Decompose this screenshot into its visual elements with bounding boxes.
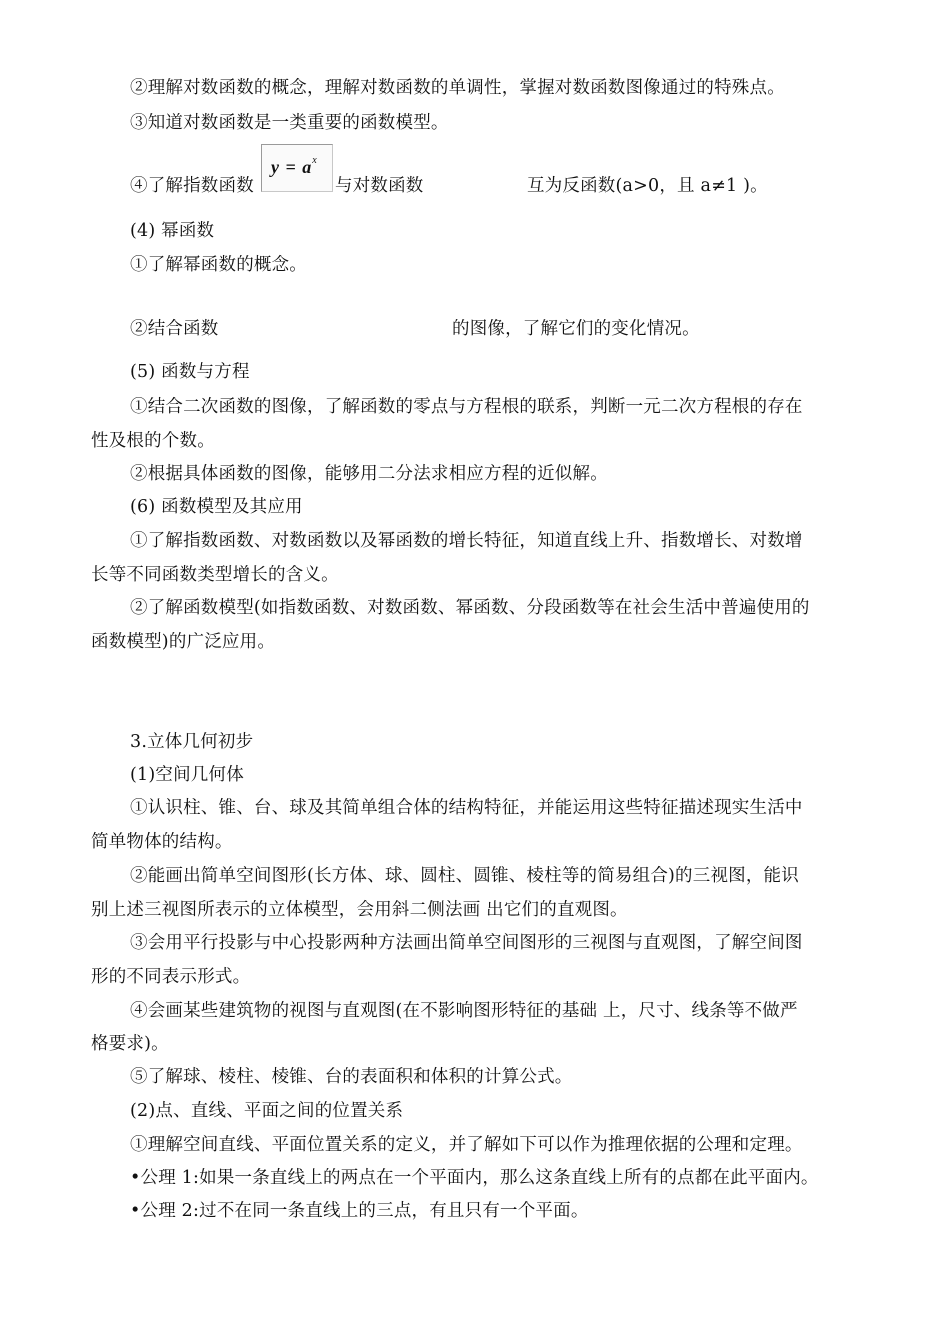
- text-line: ①了解指数函数、对数函数以及幂函数的增长特征，知道直线上升、指数增长、对数增: [130, 531, 803, 551]
- text-line: 与对数函数: [335, 176, 424, 196]
- section-heading: (4) 幂函数: [130, 221, 215, 241]
- text-line: 长等不同函数类型增长的含义。: [91, 565, 339, 585]
- text-line: ①理解空间直线、平面位置关系的定义，并了解如下可以作为推理依据的公理和定理。: [130, 1135, 803, 1155]
- text-line: 别上述三视图所表示的立体模型，会用斜二侧法画 出它们的直观图。: [91, 900, 628, 920]
- section-heading: (6) 函数模型及其应用: [130, 497, 303, 517]
- text-line: ②理解对数函数的概念，理解对数函数的单调性，掌握对数函数图像通过的特殊点。: [130, 78, 785, 98]
- text-line: 形的不同表示形式。: [91, 967, 251, 987]
- text-line: 函数模型)的广泛应用。: [91, 632, 276, 652]
- text-line: ①了解幂函数的概念。: [130, 255, 307, 275]
- text-line: ⑤了解球、棱柱、棱锥、台的表面积和体积的计算公式。: [130, 1067, 573, 1087]
- text-line: •公理 1:如果一条直线上的两点在一个平面内，那么这条直线上所有的点都在此平面内。: [130, 1168, 819, 1188]
- text-line: ④了解指数函数: [130, 176, 254, 196]
- text-line: ②了解函数模型(如指数函数、对数函数、幂函数、分段函数等在社会生活中普遍使用的: [130, 598, 810, 618]
- text-line: ③会用平行投影与中心投影两种方法画出简单空间图形的三视图与直观图，了解空间图: [130, 933, 803, 953]
- formula-text: $y = a^x$: [271, 155, 318, 177]
- text-line: 的图像，了解它们的变化情况。: [452, 319, 700, 339]
- exponential-formula-image: [261, 144, 333, 192]
- text-line: ②根据具体函数的图像，能够用二分法求相应方程的近似解。: [130, 464, 608, 484]
- text-line: 性及根的个数。: [91, 431, 215, 451]
- text-line: ③知道对数函数是一类重要的函数模型。: [130, 113, 449, 133]
- text-line: ②能画出简单空间图形(长方体、球、圆柱、圆锥、棱柱等的简易组合)的三视图，能识: [130, 866, 799, 886]
- text-line: ②结合函数: [130, 319, 219, 339]
- text-line: ④会画某些建筑物的视图与直观图(在不影响图形特征的基础 上，尺寸、线条等不做严: [130, 1001, 798, 1021]
- text-line: 互为反函数(a>0，且 a≠1 )。: [527, 176, 768, 196]
- text-line: ①结合二次函数的图像，了解函数的零点与方程根的联系，判断一元二次方程根的存在: [130, 397, 803, 417]
- text-line: 格要求)。: [91, 1034, 169, 1054]
- text-line: •公理 2:过不在同一条直线上的三点，有且只有一个平面。: [130, 1201, 589, 1221]
- section-heading: (5) 函数与方程: [130, 362, 250, 382]
- chapter-heading: 3.立体几何初步: [130, 732, 254, 752]
- text-line: 简单物体的结构。: [91, 832, 233, 852]
- text-line: ①认识柱、锥、台、球及其简单组合体的结构特征，并能运用这些特征描述现实生活中: [130, 798, 803, 818]
- section-heading: (1)空间几何体: [130, 765, 244, 785]
- section-heading: (2)点、直线、平面之间的位置关系: [130, 1101, 404, 1121]
